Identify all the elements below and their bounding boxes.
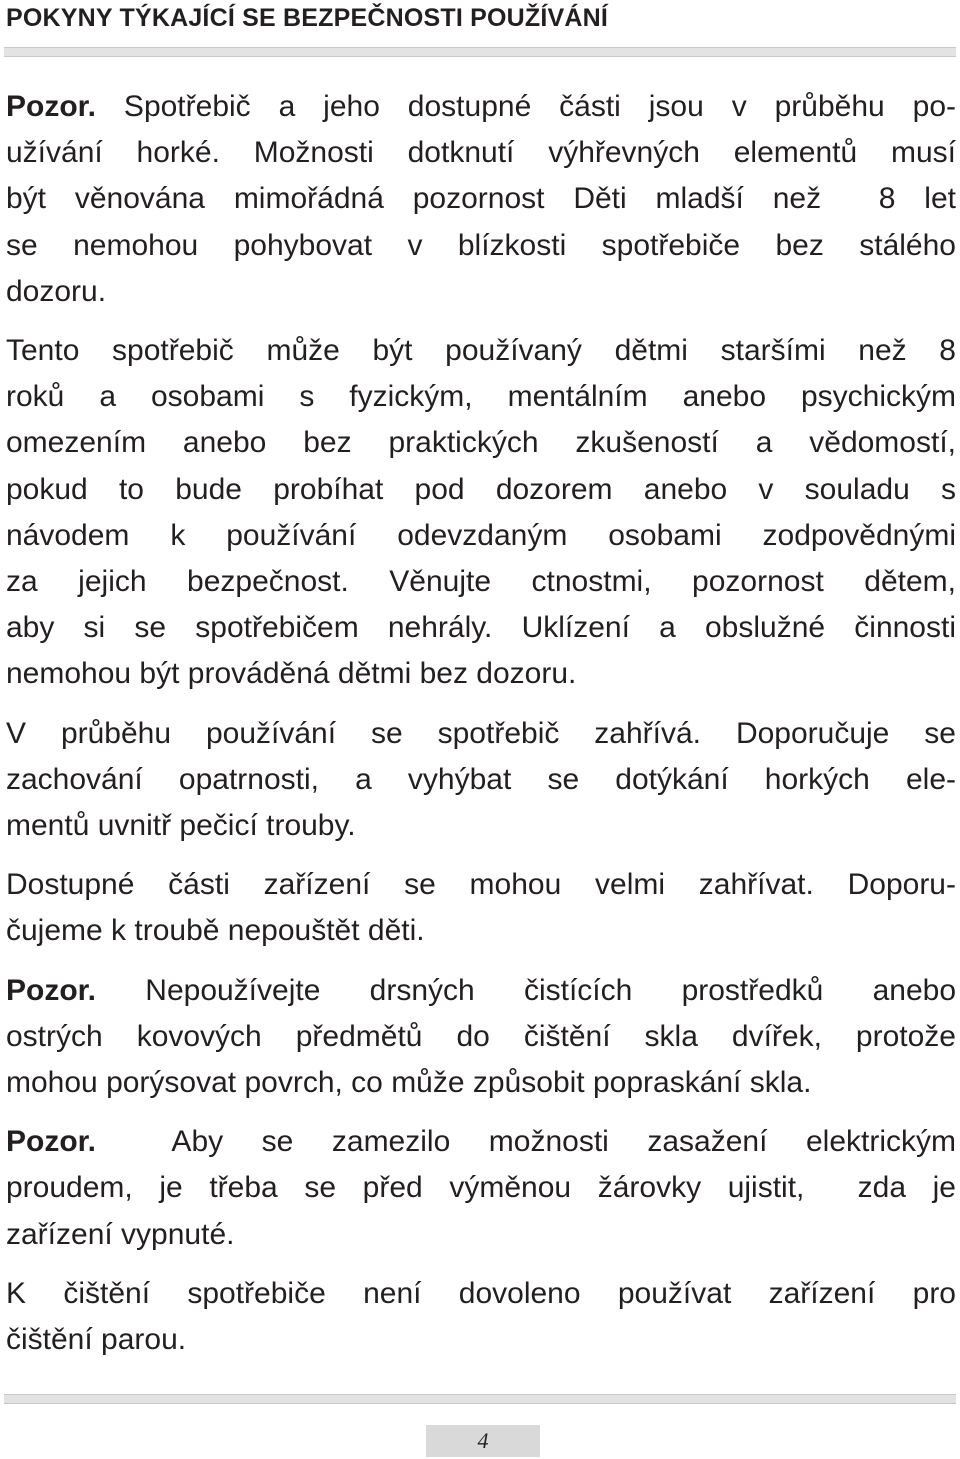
line-text: mentů uvnitř pečicí trouby.: [6, 809, 356, 843]
line-text: Dostupné části zařízení se mohou velmi zahřívat. Doporu-: [6, 868, 956, 902]
line-text: být věnována mimořádná pozornost Děti mladší než 8 let: [6, 182, 956, 216]
paragraph: [6, 862, 956, 954]
warning-label: Pozor.: [6, 973, 97, 1007]
text-line: [6, 374, 956, 420]
text-line: [6, 176, 956, 222]
line-text: čujeme k troubě nepouštět děti.: [6, 914, 425, 948]
text-line: [6, 130, 956, 176]
paragraph: [6, 968, 956, 1107]
paragraph: [6, 84, 956, 315]
text-line: [6, 84, 956, 130]
text-line: [6, 651, 956, 697]
footer-divider: [4, 1394, 956, 1404]
paragraph: [6, 1119, 956, 1258]
text-line: [6, 757, 956, 803]
line-text: návodem k používání odevzdaným osobami zodpovědnými: [6, 518, 956, 552]
line-text: proudem, je třeba se před výměnou žárovky ujistit, zda je: [6, 1171, 956, 1205]
header-divider: [4, 47, 956, 57]
line-text: ostrých kovových předmětů do čištění skla dvířek, protože: [6, 1019, 956, 1053]
line-text: V průběhu používání se spotřebič zahřívá. Doporučuje se: [6, 716, 956, 750]
page-title: POKYNY TÝKAJÍCÍ SE BEZPEČNOSTI POUŽÍVÁNÍ: [6, 4, 609, 32]
text-line: [6, 1212, 956, 1258]
paragraph: [6, 711, 956, 850]
text-line: [6, 968, 956, 1014]
line-text: Spotřebič a jeho dostupné části jsou v průběhu po-: [96, 90, 956, 123]
text-line: [6, 862, 956, 908]
line-text: zachování opatrnosti, a vyhýbat se dotýkání horkých ele-: [6, 762, 956, 796]
text-line: [6, 1165, 956, 1211]
line-text: čištění parou.: [6, 1323, 187, 1357]
warning-label: Pozor.: [6, 1125, 97, 1159]
text-line: [6, 803, 956, 849]
line-text: Nepoužívejte drsných čistících prostředků anebo: [96, 973, 956, 1007]
line-text: nemohou být prováděná dětmi bez dozoru.: [6, 657, 577, 691]
text-line: [6, 908, 956, 954]
line-text: K čištění spotřebiče není dovoleno používat zařízení pro: [6, 1276, 956, 1310]
text-line: [6, 467, 956, 513]
line-text: roků a osobami s fyzickým, mentálním anebo psychickým: [6, 380, 956, 414]
line-text: Tento spotřebič může být používaný dětmi staršími než 8: [6, 334, 956, 368]
line-text: dozoru.: [6, 274, 107, 308]
text-line: [6, 223, 956, 269]
text-line: [6, 1014, 956, 1060]
text-line: [6, 513, 956, 559]
text-line: [6, 1271, 956, 1317]
line-text: pokud to bude probíhat pod dozorem anebo v souladu s: [6, 472, 956, 506]
line-text: omezením anebo bez praktických zkušeností a vědomostí,: [6, 426, 956, 460]
page-number-box: [426, 1425, 540, 1457]
paragraph: [6, 1271, 956, 1363]
text-line: [6, 1060, 956, 1106]
text-line: [6, 328, 956, 374]
paragraph: [6, 328, 956, 698]
text-line: [6, 1317, 956, 1363]
line-text: za jejich bezpečnost. Věnujte ctnostmi, pozornost dětem,: [6, 565, 956, 599]
line-text: aby si se spotřebičem nehrály. Uklízení a obslužné činnosti: [6, 611, 956, 645]
page-number: 4: [477, 1428, 489, 1453]
text-line: [6, 711, 956, 757]
line-text: Aby se zamezilo možnosti zasažení elektrickým: [96, 1125, 956, 1159]
text-line: [6, 605, 956, 651]
safety-instructions-body: [6, 84, 956, 1376]
text-line: [6, 1119, 956, 1165]
line-text: zařízení vypnuté.: [6, 1217, 235, 1251]
line-text: užívání horké. Možnosti dotknutí výhřevných elementů musí: [6, 136, 956, 170]
text-line: [6, 269, 956, 315]
text-line: [6, 420, 956, 466]
line-text: se nemohou pohybovat v blízkosti spotřebiče bez stálého: [6, 228, 956, 262]
text-line: [6, 559, 956, 605]
warning-label: Pozor.: [6, 90, 97, 123]
line-text: mohou porýsovat povrch, co může způsobit popraskání skla.: [6, 1066, 812, 1100]
